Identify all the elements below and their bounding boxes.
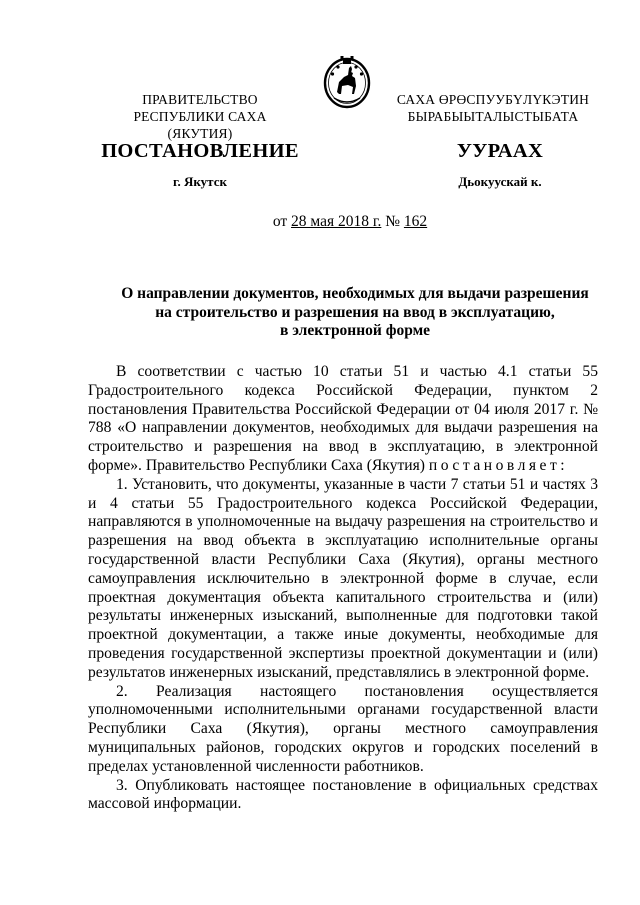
preamble-paragraph (88, 363, 598, 476)
org-name-russian-line2: РЕСПУБЛИКИ САХА (ЯКУТИЯ) (133, 109, 267, 141)
item-1-paragraph: 1. Установить, что документы, указанные в части 7 статьи 51 и частях 3 и 4 статьи 55 Градостроительного кодекса Российской Федерации, направляются в уполномоченные на выдачу разрешения на строительство и разрешения на ввод объекта в эксплуатацию исполнительные органы государственной власти Республики Саха (Якутия), органы местного самоуправления исключительно в электронной форме в случае, если проектная документация объекта капитального строительства и (или) результаты инженерных изысканий, выполненные для подготовки такой проектной документации, а также иные документы, необходимые для проведения государственной экспертизы проектной документации и (или) результатов инженерных изысканий, представлялись в электронной форме. (88, 475, 598, 681)
number-label: № (385, 213, 401, 230)
document-title (90, 285, 620, 341)
document-title-line1: О направлении документов, необходимых для выдачи разрешения (121, 285, 589, 302)
document-number: 162 (403, 213, 428, 230)
city-russian: г. Якутск (173, 174, 227, 189)
item-3-paragraph: 3. Опубликовать настоящее постановление в официальных средствах массовой информации. (88, 776, 598, 813)
date-number-line (0, 212, 640, 231)
org-name-yakut-line2: БЫРАБЫЫТАЛЫСТЫБАТА (407, 109, 579, 124)
resolves-word: постановляет: (428, 456, 569, 474)
document-date: 28 мая 2018 г. (291, 213, 382, 230)
org-name-russian (100, 91, 300, 142)
document-title-line3: в электронной форме (279, 322, 431, 339)
item-2-paragraph: 2. Реализация настоящего постановления осуществляется уполномоченными исполнительными органами государственной власти Республики Саха (Якутия), органы местного самоуправления муниципальных районов, городских округов и городских поселений в пределах установленной численности работников. (88, 682, 598, 775)
document-title-line2: на строительство и разрешения на ввод в эксплуатацию, (155, 303, 555, 321)
document-body (88, 363, 598, 814)
preamble-text: В соответствии с частью 10 статьи 51 и частью 4.1 статьи 55 Градостроительного кодекса Российской Федерации, пунктом 2 постановления Правительства Российской Федерации от 04 июля 2017 г. № 788 «О направлении документов, необходимых для выдачи разрешения на строительство и разрешения на ввод в эксплуатацию, в электронной форме». Правительство Республики Саха (Якутия) (88, 363, 598, 474)
doc-type-yakut: УУРААХ (456, 140, 544, 162)
org-name-yakut (385, 91, 601, 125)
org-name-yakut-line1: САХА ӨРӨСПУУБҮЛҮКЭТИН (396, 92, 590, 107)
doc-type-russian: ПОСТАНОВЛЕНИЕ (101, 140, 299, 162)
city-yakut: Дьокуускай к. (458, 174, 542, 189)
coat-of-arms-emblem-icon (322, 54, 372, 110)
org-name-russian-line1: ПРАВИТЕЛЬСТВО (142, 92, 258, 107)
date-prefix: от (272, 213, 288, 230)
